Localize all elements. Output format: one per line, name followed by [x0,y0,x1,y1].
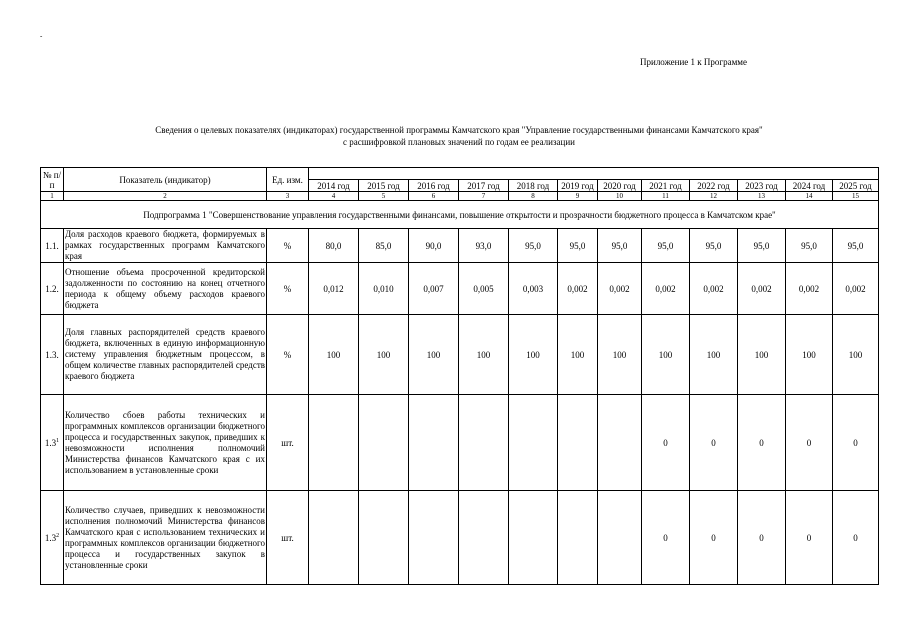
value-cell [409,395,459,491]
value-cell [409,491,459,585]
value-cell: 100 [786,315,833,395]
document-title [40,124,878,148]
column-number: 11 [642,192,690,201]
value-cell: 100 [558,315,598,395]
value-cell: 0,007 [409,263,459,315]
value-cell: 100 [598,315,642,395]
indicators-table [40,167,879,585]
value-cell: 0,005 [459,263,509,315]
unit-cell: % [267,263,309,315]
value-cell [598,491,642,585]
value-cell: 0 [690,491,738,585]
value-cell: 80,0 [309,229,359,263]
header-year: 2025 год [833,180,879,192]
row-number [41,263,64,315]
value-cell [309,395,359,491]
value-cell: 95,0 [833,229,879,263]
table-row [41,315,879,395]
column-number: 10 [598,192,642,201]
column-number: 4 [309,192,359,201]
value-cell [459,395,509,491]
header-unit: Ед. изм. [267,168,309,192]
row-number-text: 1.3 [44,437,57,448]
value-cell [509,395,558,491]
value-cell: 0,002 [786,263,833,315]
value-cell: 0,012 [309,263,359,315]
column-number: 12 [690,192,738,201]
appendix-label: Приложение 1 к Программе [640,57,747,67]
value-cell: 100 [309,315,359,395]
column-number: 7 [459,192,509,201]
value-cell: 93,0 [459,229,509,263]
value-cell [359,491,409,585]
value-cell: 100 [642,315,690,395]
column-number: 9 [558,192,598,201]
value-cell: 95,0 [738,229,786,263]
header-year: 2024 год [786,180,833,192]
value-cell: 0,003 [509,263,558,315]
value-cell: 0 [833,395,879,491]
value-cell: 0 [642,395,690,491]
indicator-name: Количество случаев, приведших к невозможности исполнения полномочий Министерства финансов Камчатского края с использованием технических и программных комплексов организации бюджетного процесса и государственных закупок в установленные сроки [64,491,267,585]
header-year: 2019 год [558,180,598,192]
value-cell [558,395,598,491]
row-number [41,395,64,491]
value-cell [309,491,359,585]
header-year: 2014 год [309,180,359,192]
header-year: 2023 год [738,180,786,192]
value-cell: 100 [690,315,738,395]
header-year: 2022 год [690,180,738,192]
value-cell: 100 [359,315,409,395]
row-number [41,229,64,263]
column-number: 8 [509,192,558,201]
header-year: 2015 год [359,180,409,192]
table-row [41,491,879,585]
value-cell: 0 [690,395,738,491]
indicator-name: Количество сбоев работы технических и программных комплексов организации бюджетного процесса и государственных закупок, приведших к невозможности исполнения полномочий Министерства финансов Камчатского края с их использованием в установленные сроки [64,395,267,491]
value-cell: 0,002 [642,263,690,315]
value-cell: 0 [786,395,833,491]
column-number: 1 [41,192,64,201]
value-cell: 90,0 [409,229,459,263]
row-number-text: 1.1. [45,240,59,251]
value-cell: 0,002 [558,263,598,315]
table-row [41,263,879,315]
value-cell: 95,0 [642,229,690,263]
column-number: 5 [359,192,409,201]
value-cell: 0 [642,491,690,585]
table-row [41,395,879,491]
value-cell [598,395,642,491]
value-cell: 0 [786,491,833,585]
value-cell: 100 [509,315,558,395]
column-number: 13 [738,192,786,201]
title-line-1: Сведения о целевых показателях (индикаторах) государственной программы Камчатского края "Управление государственными финансами Камчатского края" [155,125,763,135]
row-number [41,491,64,585]
value-cell: 95,0 [690,229,738,263]
column-number: 15 [833,192,879,201]
indicator-name: Доля главных распорядителей средств краевого бюджета, включенных в единую информационную систему управления бюджетным процессом, в общем количестве главных распорядителей средств краевого бюджета [64,315,267,395]
value-cell: 100 [833,315,879,395]
value-cell: 100 [738,315,786,395]
column-number: 3 [267,192,309,201]
row-number [41,315,64,395]
header-year: 2018 год [509,180,558,192]
value-cell: 100 [409,315,459,395]
value-cell: 95,0 [598,229,642,263]
value-cell: 85,0 [359,229,409,263]
row-number-text: 1.3. [45,349,59,360]
header-year: 2016 год [409,180,459,192]
value-cell: 95,0 [786,229,833,263]
header-years-group [309,168,879,180]
header-indicator: Показатель (индикатор) [64,168,267,192]
page-mark: - [40,32,43,40]
value-cell: 95,0 [509,229,558,263]
table-row [41,229,879,263]
value-cell: 95,0 [558,229,598,263]
value-cell: 100 [459,315,509,395]
value-cell [359,395,409,491]
unit-cell: шт. [267,395,309,491]
indicator-name: Отношение объема просроченной кредиторской задолженности по состоянию на конец отчетного периода к общему объему расходов краевого бюджета [64,263,267,315]
value-cell: 0 [738,395,786,491]
unit-cell: шт. [267,491,309,585]
row-number-superscript: 1 [56,437,60,444]
column-number: 6 [409,192,459,201]
value-cell: 0 [833,491,879,585]
value-cell: 0,010 [359,263,409,315]
value-cell [558,491,598,585]
row-number-superscript: 2 [56,532,60,539]
column-number: 14 [786,192,833,201]
unit-cell: % [267,315,309,395]
subprogram-title: Подпрограмма 1 "Совершенствование управления государственными финансами, повышение открытости и прозрачности бюджетного процесса в Камчатском крае" [41,201,879,229]
indicator-name: Доля расходов краевого бюджета, формируемых в рамках государственных программ Камчатского края [65,229,265,261]
value-cell: 0 [738,491,786,585]
value-cell: 0,002 [690,263,738,315]
value-cell: 0,002 [738,263,786,315]
header-year: 2017 год [459,180,509,192]
value-cell: 0,002 [598,263,642,315]
row-number-text: 1.3 [44,532,57,543]
column-number: 2 [64,192,267,201]
value-cell [509,491,558,585]
header-num: № п/п [41,168,64,192]
unit-cell: % [267,229,309,263]
value-cell [459,491,509,585]
header-year: 2021 год [642,180,690,192]
header-year: 2020 год [598,180,642,192]
row-number-text: 1.2. [45,283,59,294]
value-cell: 0,002 [833,263,879,315]
title-line-2: с расшифровкой плановых значений по годам ее реализации [343,137,575,147]
